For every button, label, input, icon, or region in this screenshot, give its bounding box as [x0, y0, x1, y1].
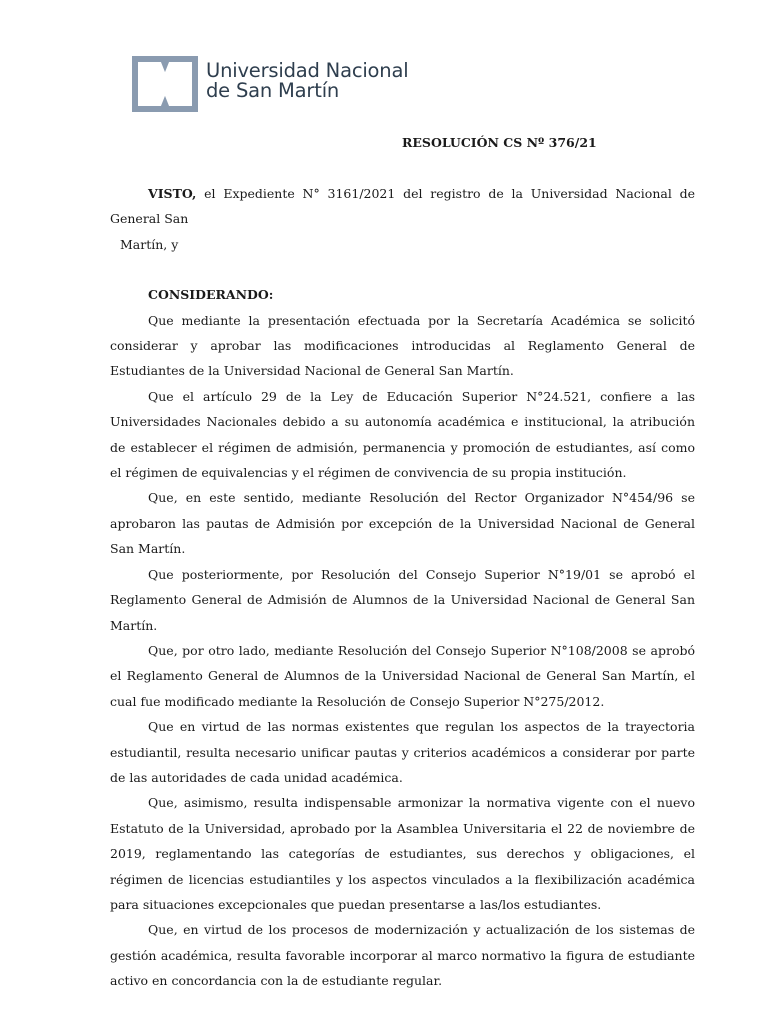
- visto-paragraph: [110, 181, 695, 232]
- university-name-line2: de San Martín: [206, 79, 340, 102]
- considerando-heading: CONSIDERANDO:: [148, 287, 274, 303]
- document-body: [110, 181, 695, 994]
- paragraph: Que en virtud de las normas existentes que regulan los aspectos de la trayectoria estudiantil, resulta necesario unificar pautas y criterios académicos a considerar por parte de las autoridades de cada unidad académica.: [110, 719, 695, 785]
- paragraph: Que, en este sentido, mediante Resolución del Rector Organizador N°454/96 se aprobaron las pautas de Admisión por excepción de la Universidad Nacional de General San Martín.: [110, 490, 695, 557]
- paragraph: Que el artículo 29 de la Ley de Educación Superior N°24.521, confiere a las Universidades Nacionales debido a su autonomía académica e institucional, la atribución de establecer el régimen de admisión, permanencia y promoción de estudiantes, así como el régimen de equivalencias y el régimen de convivencia de su propia institución.: [110, 388, 695, 481]
- visto-label: VISTO,: [148, 186, 197, 201]
- visto-continuation: Martín, y: [120, 236, 179, 252]
- university-name: [206, 61, 408, 101]
- open-book-icon: [131, 55, 199, 113]
- paragraph: Que, asimismo, resulta indispensable armonizar la normativa vigente con el nuevo Estatuto de la Universidad, aprobado por la Asamblea Universitaria el 22 de noviembre de 2019, reglamentando las categorías de estudiantes, sus derechos y obligaciones, el régimen de licencias estudiantiles y los aspectos vinculados a la flexibilización académica para situaciones excepcionales que puedan presentarse a las/los estudiantes.: [110, 795, 695, 912]
- resolution-title: RESOLUCIÓN CS Nº 376/21: [402, 135, 597, 150]
- paragraph: Que posteriormente, por Resolución del Consejo Superior N°19/01 se aprobó el Reglamento General de Admisión de Alumnos de la Universidad Nacional de General San Martín.: [110, 566, 695, 633]
- paragraph: Que, por otro lado, mediante Resolución del Consejo Superior N°108/2008 se aprobó el Reglamento General de Alumnos de la Universidad Nacional de General San Martín, el cual fue modificado mediante la Resolución de Consejo Superior N°275/2012.: [110, 642, 695, 709]
- visto-text: el Expediente N° 3161/2021 del registro de la Universidad Nacional de General San: [110, 186, 695, 227]
- paragraph: Que, en virtud de los procesos de modernización y actualización de los sistemas de gestión académica, resulta favorable incorporar al marco normativo la figura de estudiante activo en concordancia con la de estudiante regular.: [110, 922, 695, 989]
- university-name-line1: Universidad Nacional: [206, 59, 409, 82]
- paragraph: Que mediante la presentación efectuada por la Secretaría Académica se solicitó considerar y aprobar las modificaciones introducidas al Reglamento General de Estudiantes de la Universidad Nacional de General San Martín.: [110, 312, 695, 379]
- university-logo: [131, 55, 431, 113]
